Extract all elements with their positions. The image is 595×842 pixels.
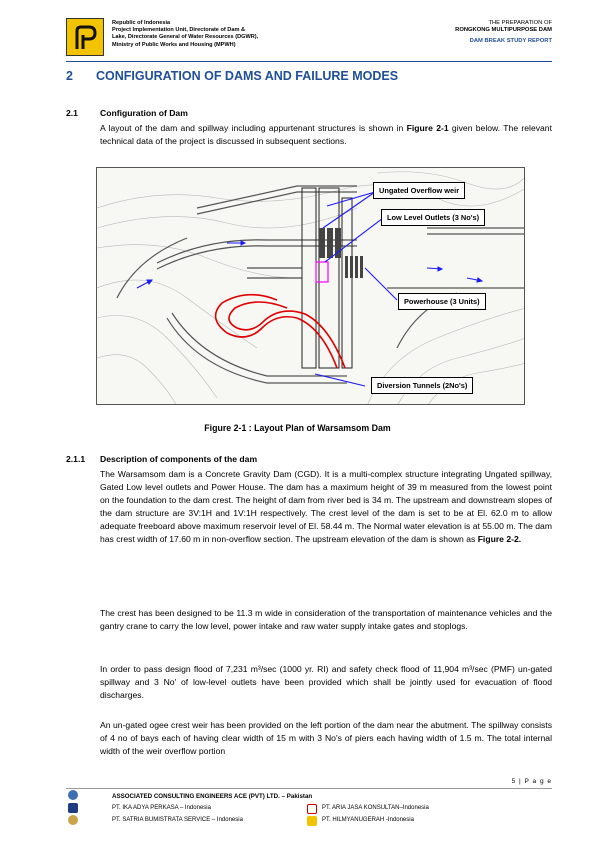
section-title: Configuration of Dam	[100, 108, 188, 118]
page-number: 5 | P a g e	[511, 778, 552, 785]
header-org-line: Project Implementation Unit, Directorate of Dam &	[112, 27, 246, 34]
paragraph-text: given below. The relevant technical data of the project is discussed in subsequent sections.	[100, 123, 552, 147]
header-organization	[112, 20, 312, 49]
callout-ungated-overflow-weir: Ungated Overflow weir	[373, 182, 465, 199]
paragraph-text: A layout of the dam and spillway including appurtenant structures is shown in	[100, 123, 407, 133]
footer-divider	[66, 788, 552, 789]
aria-jasa-logo-icon	[307, 804, 317, 814]
body-paragraph-2: The crest has been designed to be 11.3 m wide in consideration of the transportation of maintenance vehicles and the gantry crane to carry the low level, power intake and raw water supply intake gates and stoplogs.	[100, 608, 552, 632]
footer-partner: PT. SATRIA BUMISTRATA SERVICE – Indonesia	[112, 817, 243, 823]
ministry-logo-icon	[66, 18, 104, 56]
layout-plan-drawing	[97, 168, 525, 405]
section-heading	[66, 108, 188, 118]
subsection-heading	[66, 454, 257, 464]
subsection-title: Description of components of the dam	[100, 454, 258, 464]
chapter-heading	[66, 69, 398, 83]
footer-partner: PT. HILMYANUGERAH -Indonesia	[322, 817, 414, 823]
figure-reference-link[interactable]: Figure 2-2.	[477, 534, 522, 545]
subsection-number: 2.1.1	[66, 454, 86, 464]
header-org-line: Republic of Indonesia	[112, 20, 171, 26]
section-number: 2.1	[66, 108, 78, 118]
chapter-number: 2	[66, 69, 73, 83]
ace-logo-icon	[68, 790, 78, 800]
header-report-title: DAM BREAK STUDY REPORT	[469, 37, 552, 44]
footer-partner: PT. IKA ADYA PERKASA – Indonesia	[112, 805, 211, 811]
header-org-line: Ministry of Public Works and Housing (MPWH)	[112, 41, 236, 48]
footer-partner: PT. ARIA JASA KONSULTAN–Indonesia	[322, 805, 429, 811]
figure-reference-link[interactable]: Figure 2-1	[406, 123, 449, 133]
header-project	[352, 20, 552, 45]
header-divider	[66, 61, 552, 62]
outlet-marker	[316, 262, 328, 282]
paragraph-text: The Warsamsom dam is a Concrete Gravity Dam (CGD). It is a multi-complex structure integrating Ungated spillway, Gated Low level outlets and Power House. The dam has a maximum height of 39 m measured from the lowest point on the foundation to the dam crest. The height of dam from river bed is 34 m. The upstream and downstream slopes of the dam structure are 3V:1H and 1V:1H respectively. The crest level of the dam is set to be at El. 62.0 m to allow adequate freeboard above maximum reservoir level of El. 58.44 m. The Normal water elevation is at 55.00 m. The dam has crest width of 17.60 m in non-overflow section. The upstream elevation of the dam is shown as	[100, 469, 552, 545]
satria-logo-icon	[68, 815, 78, 825]
layout-plan-figure	[96, 167, 525, 405]
header-org-line: Lake, Directorate General of Water Resources (DGWR),	[112, 34, 259, 41]
hilmyanugerah-logo-icon	[307, 816, 317, 826]
body-paragraph-4: An un-gated ogee crest weir has been provided on the left portion of the dam near the abutment. The spillway consists of 4 no of bays each of having clear width of 15 m with 3 No's of piers each having width of 1.5 m. The total internal width of the weir overflow portion	[100, 720, 552, 757]
page-header	[66, 18, 552, 58]
chapter-title: CONFIGURATION OF DAMS AND FAILURE MODES	[96, 69, 399, 83]
header-project-line: RONGKONG MULTIPURPOSE DAM	[455, 27, 552, 34]
callout-diversion-tunnels: Diversion Tunnels (2No's)	[371, 377, 473, 394]
callout-low-level-outlets: Low Level Outlets (3 No's)	[381, 209, 485, 226]
section-intro-paragraph	[100, 122, 552, 148]
body-paragraph-1	[100, 468, 552, 547]
figure-caption: Figure 2-1 : Layout Plan of Warsamsom Dam	[204, 423, 391, 433]
ika-adya-logo-icon	[68, 803, 78, 813]
header-project-line: THE PREPARATION OF	[488, 20, 552, 26]
body-paragraph-3: In order to pass design flood of 7,231 m³/sec (1000 yr. RI) and safety check flood of 11,904 m³/sec (PMF) un-gated spillway and 3 No' of low-level outlets have been provided which shall be jointly used for evacuation of flood discharges.	[100, 664, 552, 701]
footer-company: ASSOCIATED CONSULTING ENGINEERS ACE (PVT) LTD. – Pakistan	[112, 793, 313, 800]
callout-powerhouse: Powerhouse (3 Units)	[398, 293, 486, 310]
